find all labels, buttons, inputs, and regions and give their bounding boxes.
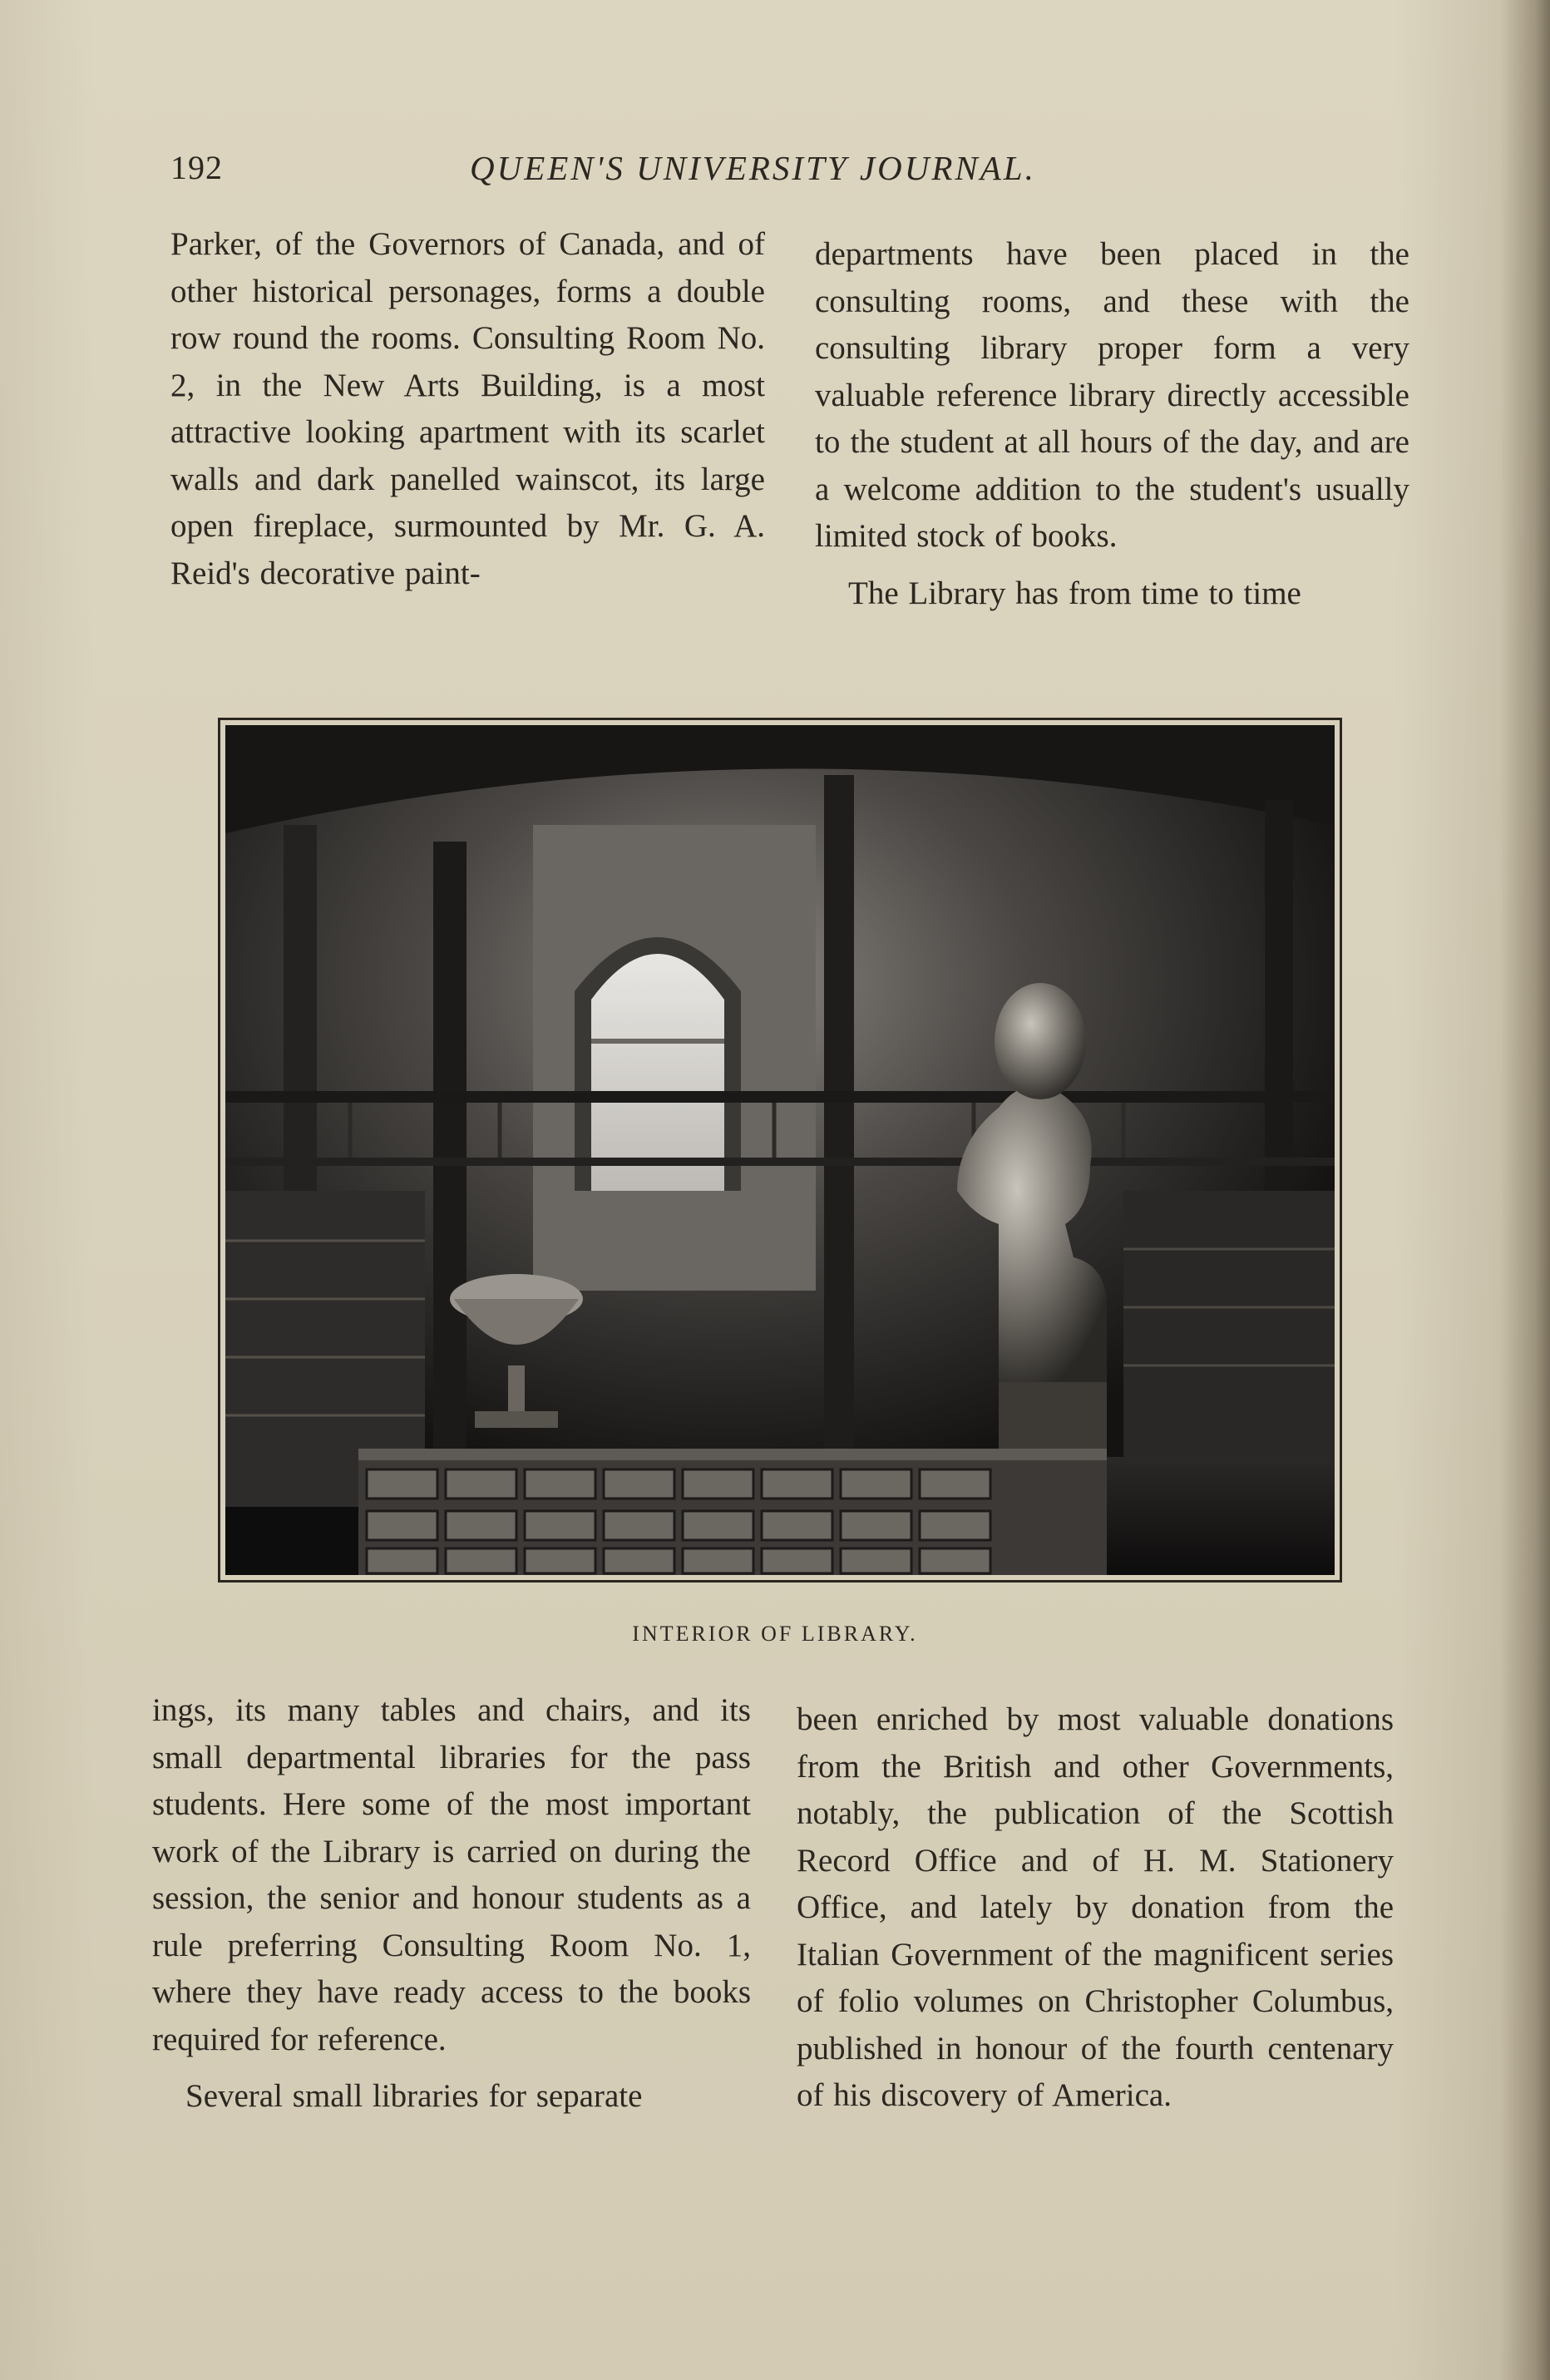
paragraph: ings, its many tables and chairs, and its small departmental libraries for the pass students. Here some of the most important work of the Library is carried on during the session, the senior and honour students as a rule preferring Consulting Room No. 1, where they have ready access to the books required for reference.: [152, 1692, 751, 2057]
running-title: QUEEN'S UNIVERSITY JOURNAL.: [470, 149, 1036, 187]
page-header: [170, 148, 1418, 198]
library-interior-illustration: [225, 725, 1335, 1575]
column-top-left: [170, 221, 765, 597]
paragraph: The Library has from time to time: [848, 575, 1301, 611]
paragraph: been enriched by most valuable donations from the British and other Governments, notably, the publication of the Scottish Record Office and of H. M. Stationery Office, and lately by donation from the Italian Government of the magnificent series of folio volumes on Christopher Columbus, published in honour of the fourth centenary of his discovery of America.: [797, 1701, 1394, 2113]
library-photo-frame: [218, 718, 1342, 1583]
book-spine-shadow: [1500, 0, 1550, 2380]
figure-caption: INTERIOR OF LIBRARY.: [632, 1622, 918, 1646]
page-number: 192: [170, 149, 223, 186]
library-interior-photo: [225, 725, 1335, 1575]
paragraph: Parker, of the Governors of Canada, and of other historical personages, forms a double row round the rooms. Consulting Room No. 2, in the New Arts Building, is a most attractive looking apartment with its scarlet walls and dark panelled wainscot, its large open fireplace, surmounted by Mr. G. A. Reid's decorative paint-: [170, 226, 765, 591]
paragraph: Several small libraries for separate: [185, 2078, 643, 2114]
paragraph: departments have been placed in the consulting rooms, and these with the consulting library proper form a very valuable reference library directly accessible to the student at all hours of the day, and are a welcome addition to the student's usually limited stock of books.: [815, 236, 1409, 554]
column-top-right: [815, 231, 1409, 617]
column-bottom-left: [152, 1687, 751, 2121]
column-bottom-right: [797, 1696, 1394, 2120]
